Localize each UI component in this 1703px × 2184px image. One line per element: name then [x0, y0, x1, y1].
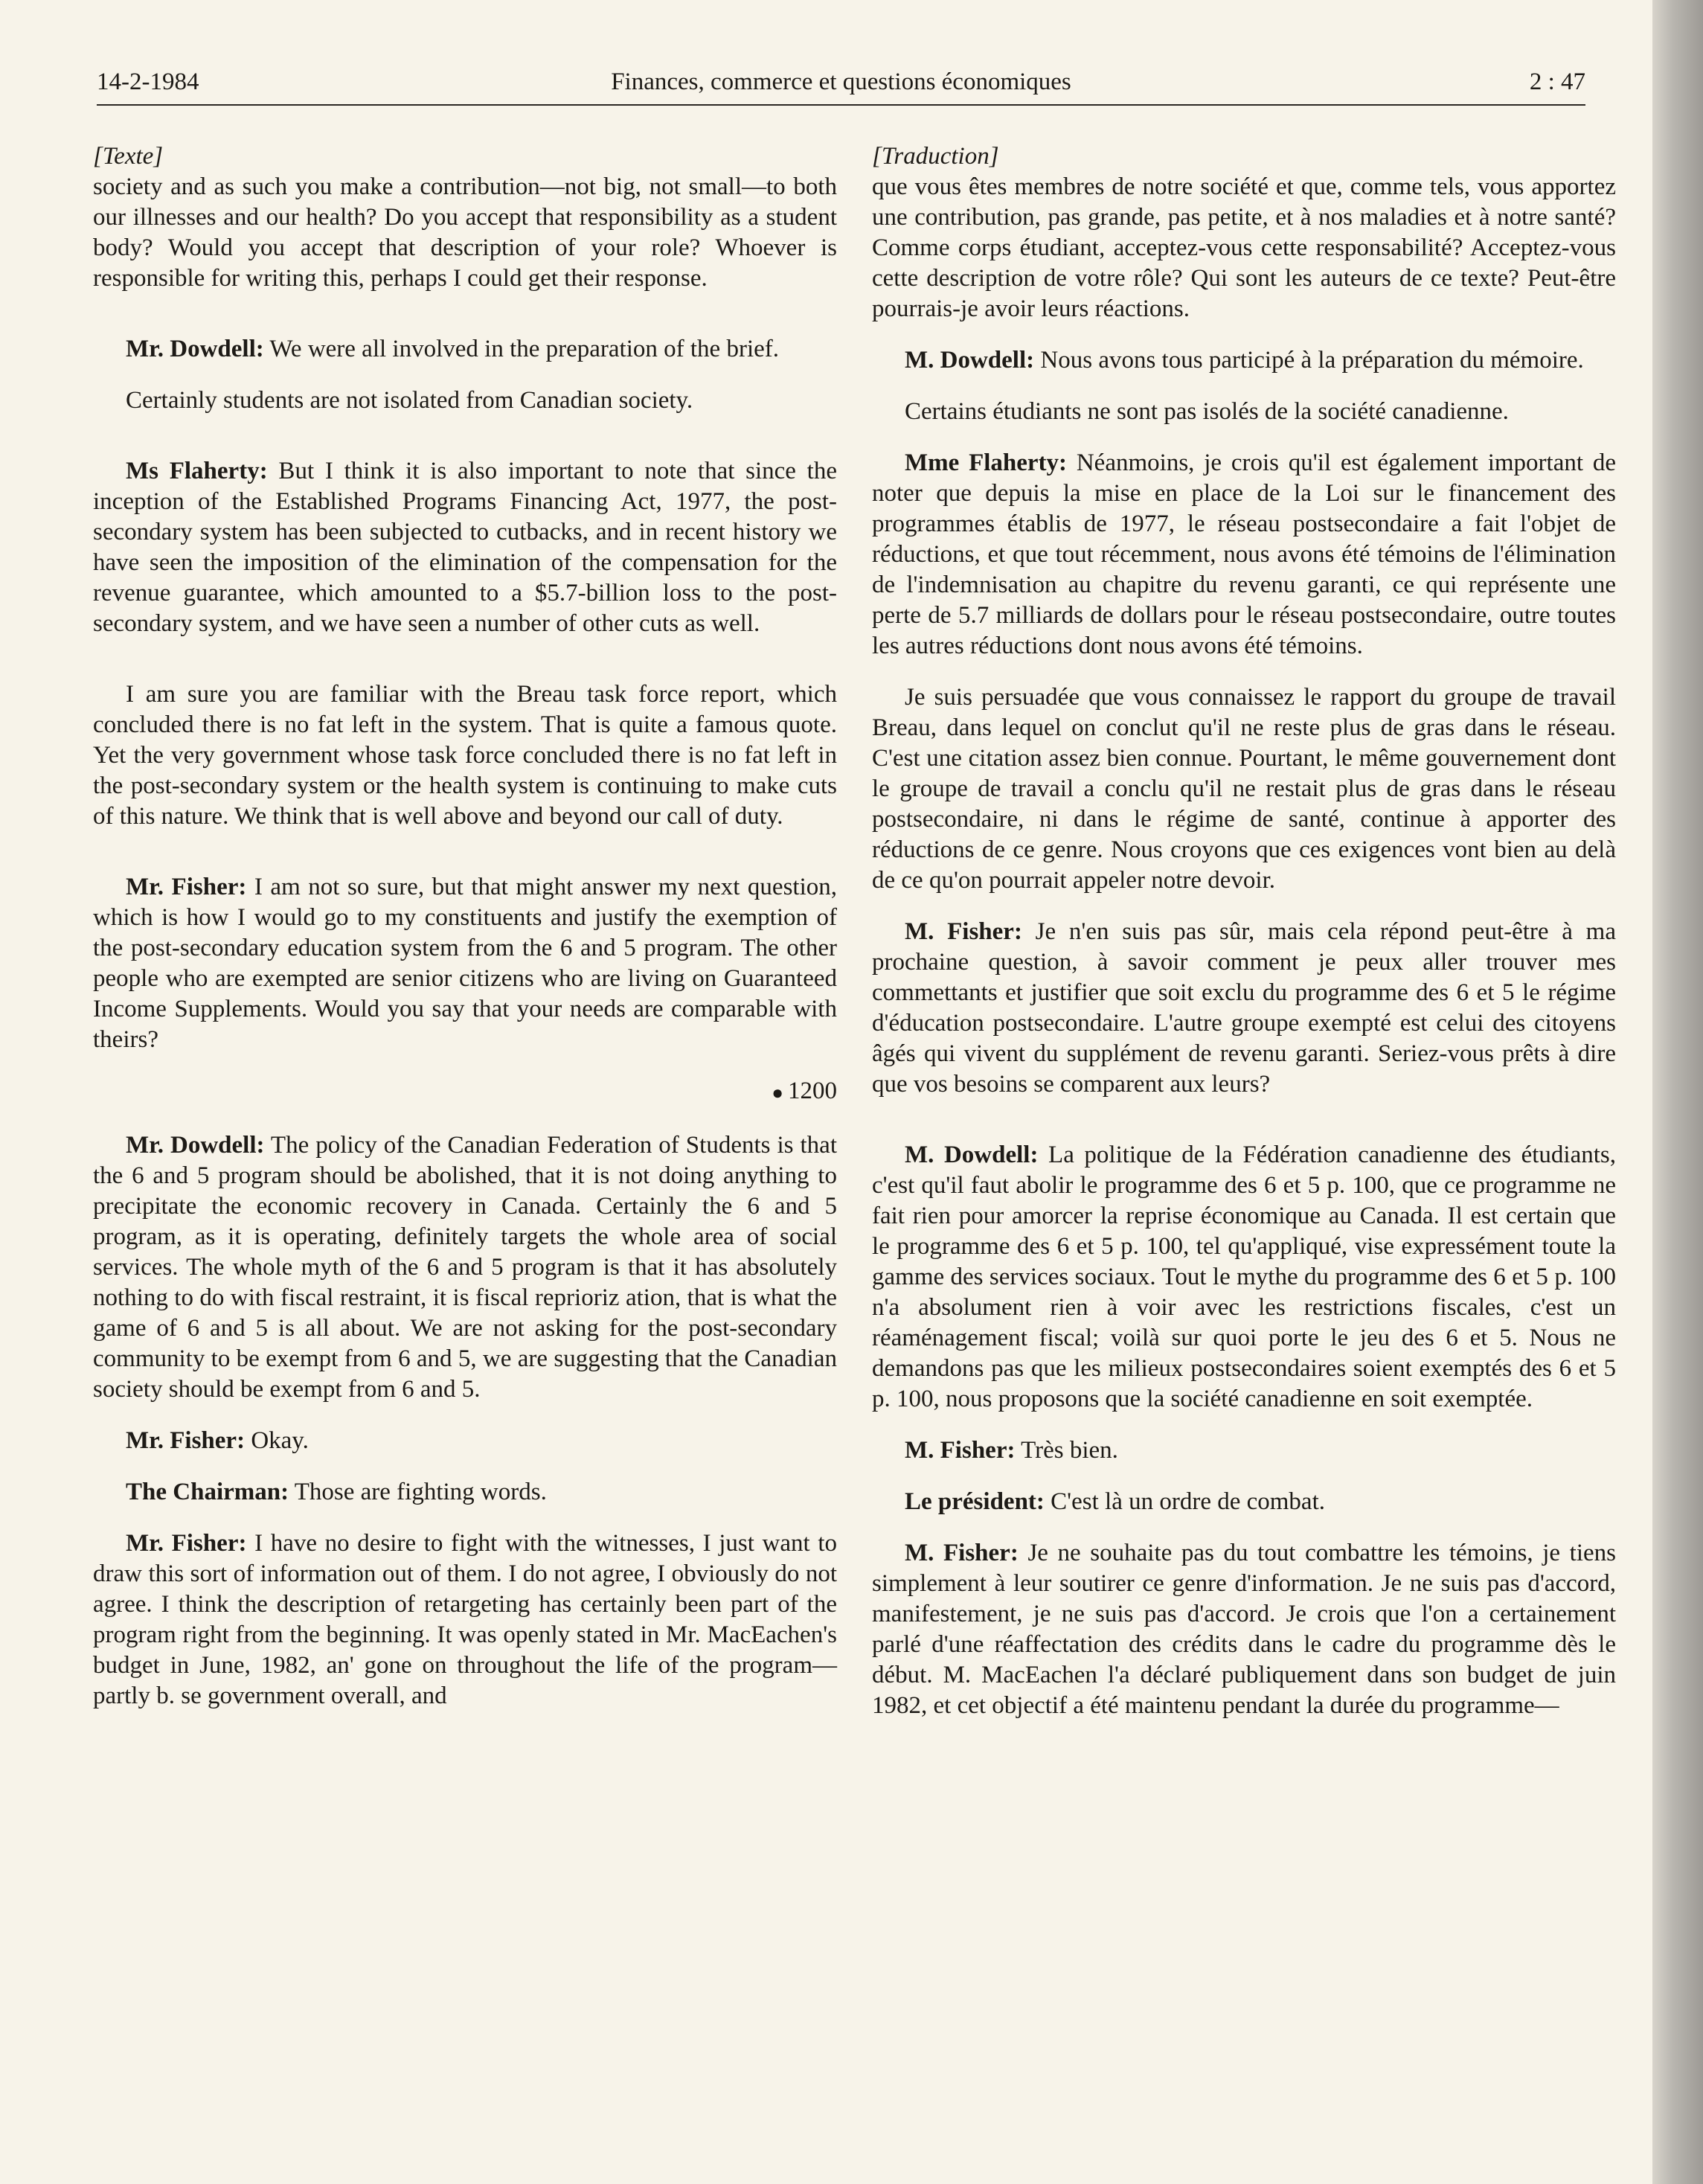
paragraph-text: Je suis persuadée que vous connaissez le rapport du groupe de travail Breau, dans lequel on conclut qu'il ne reste plus de gras dans le réseau. C'est une citation assez bien connue. Pourtant, le même gouvernement dont le groupe de travail a conclu qu'il ne restait plus de gras dans le réseau postsecondaire, ni dans le régime de santé, continue à apporter des réductions de ce genre. Nous croyons que ces exigences vont bien au delà de ce qu'on pourrait appeler notre devoir. — [872, 684, 1616, 894]
english-column — [93, 141, 837, 1732]
paragraph — [872, 448, 1616, 662]
paragraph — [872, 682, 1616, 896]
paragraph-text: Je n'en suis pas sûr, mais cela répond peut-être à ma prochaine question, à savoir comment je peux aller trouver mes commettants et justifier que soit exclu du programme des 6 et 5 le régime d'éducation postsecondaire. L'autre groupe exempté est celui des citoyens âgés qui vivent du supplément de revenu garanti. Seriez-vous prêts à dire que vos besoins se comparent aux leurs? — [872, 918, 1616, 1098]
paragraph-text: Okay. — [245, 1426, 309, 1454]
paragraph — [93, 456, 837, 639]
paragraph-text: que vous êtes membres de notre société et que, comme tels, vous apportez une contribution, pas grande, pas petite, et à nos maladies et à notre santé? Comme corps étudiant, acceptez-vous cette responsabilité? Acceptez-vous cette description de votre rôle? Qui sont les auteurs de ce texte? Peut-être pourrais-je avoir leurs réactions. — [872, 173, 1616, 322]
paragraph — [93, 1130, 837, 1405]
paragraph-text: Néanmoins, je crois qu'il est également important de noter que depuis la mise en place de la Loi sur le financement des programmes établis de 1977, le réseau postsecondaire a fait l'objet de réductions, et que tout récemment, nous avons été témoins de l'élimination de l'indemnisation au chapitre du revenu garanti, ce qui représente une perte de 5.7 milliards de dollars pour le réseau postsecondaire, outre toutes les autres réductions dont nous avons été témoins. — [872, 449, 1616, 659]
speaker-name: Mr. Fisher: — [126, 1426, 246, 1454]
paragraph — [872, 1140, 1616, 1415]
paragraph — [872, 345, 1616, 376]
paragraph — [872, 1435, 1616, 1466]
paragraph — [93, 334, 837, 365]
paragraph — [872, 1538, 1616, 1721]
time-marker — [93, 1076, 837, 1108]
paragraph — [872, 172, 1616, 324]
speaker-name: The Chairman: — [126, 1478, 289, 1505]
column-label-texte: [Texte] — [93, 143, 164, 170]
page-header — [97, 64, 1585, 106]
speaker-name: Mr. Fisher: — [126, 874, 247, 900]
page-edge-shadow — [1652, 0, 1703, 2184]
speaker-name: Le président: — [905, 1488, 1045, 1515]
header-page-number: 2 : 47 — [1529, 68, 1585, 95]
paragraph — [93, 1528, 837, 1711]
speaker-name: Mme Flaherty: — [905, 449, 1068, 476]
paragraph-text: We were all involved in the preparation of the brief. — [263, 336, 779, 362]
speaker-name: M. Fisher: — [905, 1540, 1019, 1566]
paragraph-text: C'est là un ordre de combat. — [1044, 1488, 1325, 1515]
paragraph-text: La politique de la Fédération canadienne des étudiants, c'est qu'il faut abolir le programme des 6 et 5 p. 100, que ce programme ne fait rien pour amorcer la reprise économique au Canada. Il est certain que le programme des 6 et 5 p. 100, tel qu'appliqué, vise expressément toute la gamme des services sociaux. Tout le mythe du programme des 6 et 5 p. 100 n'a absolument rien à voir avec les restrictions fiscales, c'est un réaménagement fiscal; voilà sur quoi porte le jeu des 6 et 5. Nous ne demandons pas que les milieux postsecondaires soient exemptés des 6 et 5 p. 100, nous proposons que la société canadienne en soit exemptée. — [872, 1141, 1617, 1412]
paragraph-text: I am sure you are familiar with the Breau task force report, which concluded there is no fat left in the system. That is quite a famous quote. Yet the very government whose task force concluded there is no fat left in the post-secondary system or the health system is continuing to make cuts of this nature. We think that is well above and beyond our call of duty. — [93, 681, 837, 830]
paragraph — [93, 1426, 837, 1456]
french-column — [872, 141, 1616, 1742]
column-label-traduction: [Traduction] — [872, 143, 999, 170]
speaker-name: M. Fisher: — [905, 918, 1022, 945]
header-date: 14-2-1984 — [97, 68, 199, 95]
speaker-name: Mr. Dowdell: — [126, 336, 264, 362]
paragraph — [872, 917, 1616, 1100]
paragraph-text: Certains étudiants ne sont pas isolés de la société canadienne. — [905, 398, 1509, 425]
paragraph-text: Je ne souhaite pas du tout combattre les témoins, je tiens simplement à leur soutirer ce genre d'information. Je ne suis pas d'accord, manifestement, je ne suis pas d'accord. Je crois que l'on a certainement parlé d'une réaffectation des crédits dans le cadre du programme dès le début. M. MacEachen l'a déclaré publiquement dans son budget de juin 1982, et cet objectif a été maintenu pendant la durée du programme— — [872, 1540, 1617, 1719]
speaker-name: Ms Flaherty: — [126, 458, 268, 484]
speaker-name: M. Dowdell: — [905, 1141, 1039, 1168]
paragraph-text: I have no desire to fight with the witnesses, I just want to draw this sort of information out of them. I do not agree, I obviously do not agree. I think the description of retargeting has certainly been part of the program right from the beginning. It was openly stated in Mr. MacEachen's budget in June, 1982, an' gone on throughout the life of the program—partly b. se government overall, and — [93, 1529, 838, 1709]
time-value: 1200 — [788, 1077, 837, 1104]
paragraph-text: Those are fighting words. — [289, 1478, 547, 1505]
paragraph — [93, 172, 837, 294]
speaker-name: M. Dowdell: — [905, 347, 1035, 374]
paragraph — [872, 397, 1616, 427]
paragraph — [93, 872, 837, 1055]
header-title: Finances, commerce et questions économiques — [611, 68, 1071, 95]
paragraph-text: But I think it is also important to note that since the inception of the Established Programs Financing Act, 1977, the post-secondary system has been subjected to cutbacks, and in recent history we have seen the imposition of the elimination of the compensation for the revenue guarantee, which amounted to a $5.7-billion loss to the post-secondary system, and we have seen a number of other cuts as well. — [93, 458, 837, 637]
paragraph-text: Certainly students are not isolated from Canadian society. — [126, 387, 693, 414]
paragraph — [93, 385, 837, 416]
paragraph-text: I am not so sure, but that might answer my next question, which is how I would go to my constituents and justify the exemption of the post-secondary education system from the 6 and 5 program. The other people who are exempted are senior citizens who are living on Guaranteed Income Supplements. Would you say that your needs are comparable with theirs? — [93, 874, 837, 1053]
speaker-name: Mr. Fisher: — [126, 1529, 247, 1557]
paragraph — [93, 679, 837, 832]
paragraph-text: society and as such you make a contribution—not big, not small—to both our illnesses and our health? Do you accept that responsibility as a student body? Would you accept that description of your role? Whoever is responsible for writing this, perhaps I could get their response. — [93, 173, 837, 292]
paragraph-text: Nous avons tous participé à la préparation du mémoire. — [1034, 347, 1584, 374]
paragraph-text: The policy of the Canadian Federation of Students is that the 6 and 5 program should be abolished, that it is not doing anything to precipitate the economic recovery in Canada. Certainly the 6 and 5 program, as it is operating, definitely targets the whole area of social services. The whole myth of the 6 and 5 program is that it has absolutely nothing to do with fiscal restraint, it is fiscal reprioriz ation, that is what the game of 6 and 5 is all about. We are not asking for the post-secondary community to be exempt from 6 and 5, we are suggesting that the Canadian society should be exempt from 6 and 5. — [93, 1131, 837, 1403]
speaker-name: M. Fisher: — [905, 1437, 1016, 1464]
speaker-name: Mr. Dowdell: — [126, 1131, 265, 1159]
paragraph — [93, 1477, 837, 1508]
bullet-icon: ● — [772, 1081, 783, 1104]
paragraph-text: Très bien. — [1015, 1437, 1118, 1464]
paragraph — [872, 1487, 1616, 1517]
